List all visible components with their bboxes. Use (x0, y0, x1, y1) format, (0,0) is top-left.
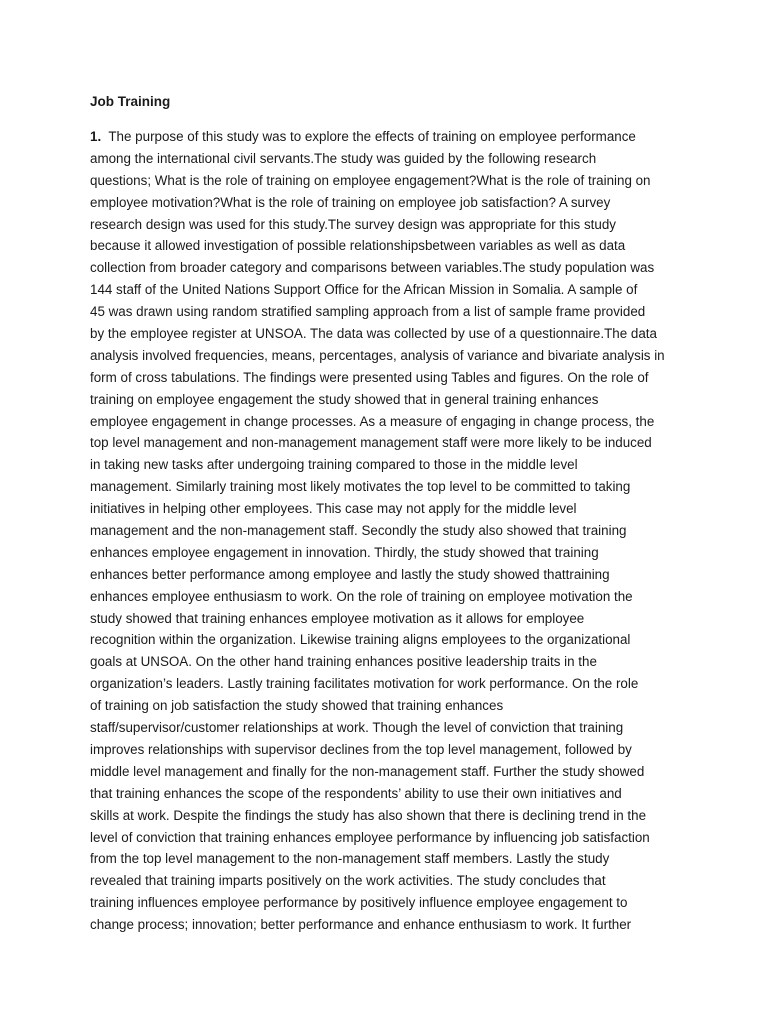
body-line: study showed that training enhances employee motivation as it allows for employee (90, 610, 585, 626)
body-line: training on employee engagement the study showed that in general training enhances (90, 391, 599, 407)
body-line: because it allowed investigation of possible relationshipsbetween variables as well as data (90, 238, 626, 254)
body-line: management. Similarly training most likely motivates the top level to be committed to taking (90, 479, 631, 495)
body-line: in taking new tasks after undergoing training compared to those in the middle level (90, 457, 578, 473)
item-number: 1. (90, 129, 102, 144)
body-line: research design was used for this study.The survey design was appropriate for this study (90, 216, 616, 232)
body-line: that training enhances the scope of the respondents’ ability to use their own initiatives and (90, 785, 622, 801)
body-line: management and the non-management staff. Secondly the study also showed that training (90, 523, 627, 539)
body-line: form of cross tabulations. The findings were presented using Tables and figures. On the role of (90, 369, 649, 385)
body-line: analysis involved frequencies, means, percentages, analysis of variance and bivariate analysis in (90, 347, 665, 363)
body-line: by the employee register at UNSOA. The data was collected by use of a questionnaire.The data (90, 326, 657, 342)
body-line: middle level management and finally for the non-management staff. Further the study showed (90, 763, 645, 779)
body-line: enhances employee enthusiasm to work. On the role of training on employee motivation the (90, 588, 633, 604)
body-line: of training on job satisfaction the study showed that training enhances (90, 698, 504, 714)
body-line: goals at UNSOA. On the other hand training enhances positive leadership traits in the (90, 654, 597, 670)
body-line-first (90, 126, 690, 148)
body-line: training influences employee performance by positively influence employee engagement to (90, 895, 628, 911)
body-line: organization’s leaders. Lastly training facilitates motivation for work performance. On the role (90, 676, 639, 692)
body-line: initiatives in helping other employees. This case may not apply for the middle level (90, 501, 577, 517)
body-line: employee engagement in change processes. As a measure of engaging in change process, the (90, 413, 655, 429)
body-line-text: The purpose of this study was to explore the effects of training on employee performance (108, 129, 636, 144)
body-line: collection from broader category and comparisons between variables.The study population was (90, 260, 655, 276)
body-line: top level management and non-management management staff were more likely to be induced (90, 435, 652, 451)
document-title: Job Training (90, 94, 171, 109)
body-line: enhances better performance among employee and lastly the study showed thattraining (90, 566, 610, 582)
body-line: recognition within the organization. Likewise training aligns employees to the organizational (90, 632, 631, 648)
body-line: from the top level management to the non-management staff members. Lastly the study (90, 851, 610, 867)
document-body (90, 126, 690, 936)
body-line: enhances employee engagement in innovation. Thirdly, the study showed that training (90, 544, 599, 560)
body-line: among the international civil servants.The study was guided by the following research (90, 150, 597, 166)
body-line: employee motivation?What is the role of training on employee job satisfaction? A survey (90, 194, 611, 210)
body-line: improves relationships with supervisor declines from the top level management, followed by (90, 741, 632, 757)
body-line: level of conviction that training enhances employee performance by influencing job satisfaction (90, 829, 650, 845)
body-line: 144 staff of the United Nations Support Office for the African Mission in Somalia. A sample of (90, 282, 638, 298)
body-line: 45 was drawn using random stratified sampling approach from a list of sample frame provided (90, 304, 646, 320)
body-line: change process; innovation; better performance and enhance enthusiasm to work. It further (90, 917, 632, 933)
body-line: questions; What is the role of training on employee engagement?What is the role of training on (90, 172, 651, 188)
body-line: revealed that training imparts positively on the work activities. The study concludes that (90, 873, 606, 889)
body-line: staff/supervisor/customer relationships at work. Though the level of conviction that training (90, 720, 624, 736)
body-line: skills at work. Despite the findings the study has also shown that there is declining trend in the (90, 807, 647, 823)
